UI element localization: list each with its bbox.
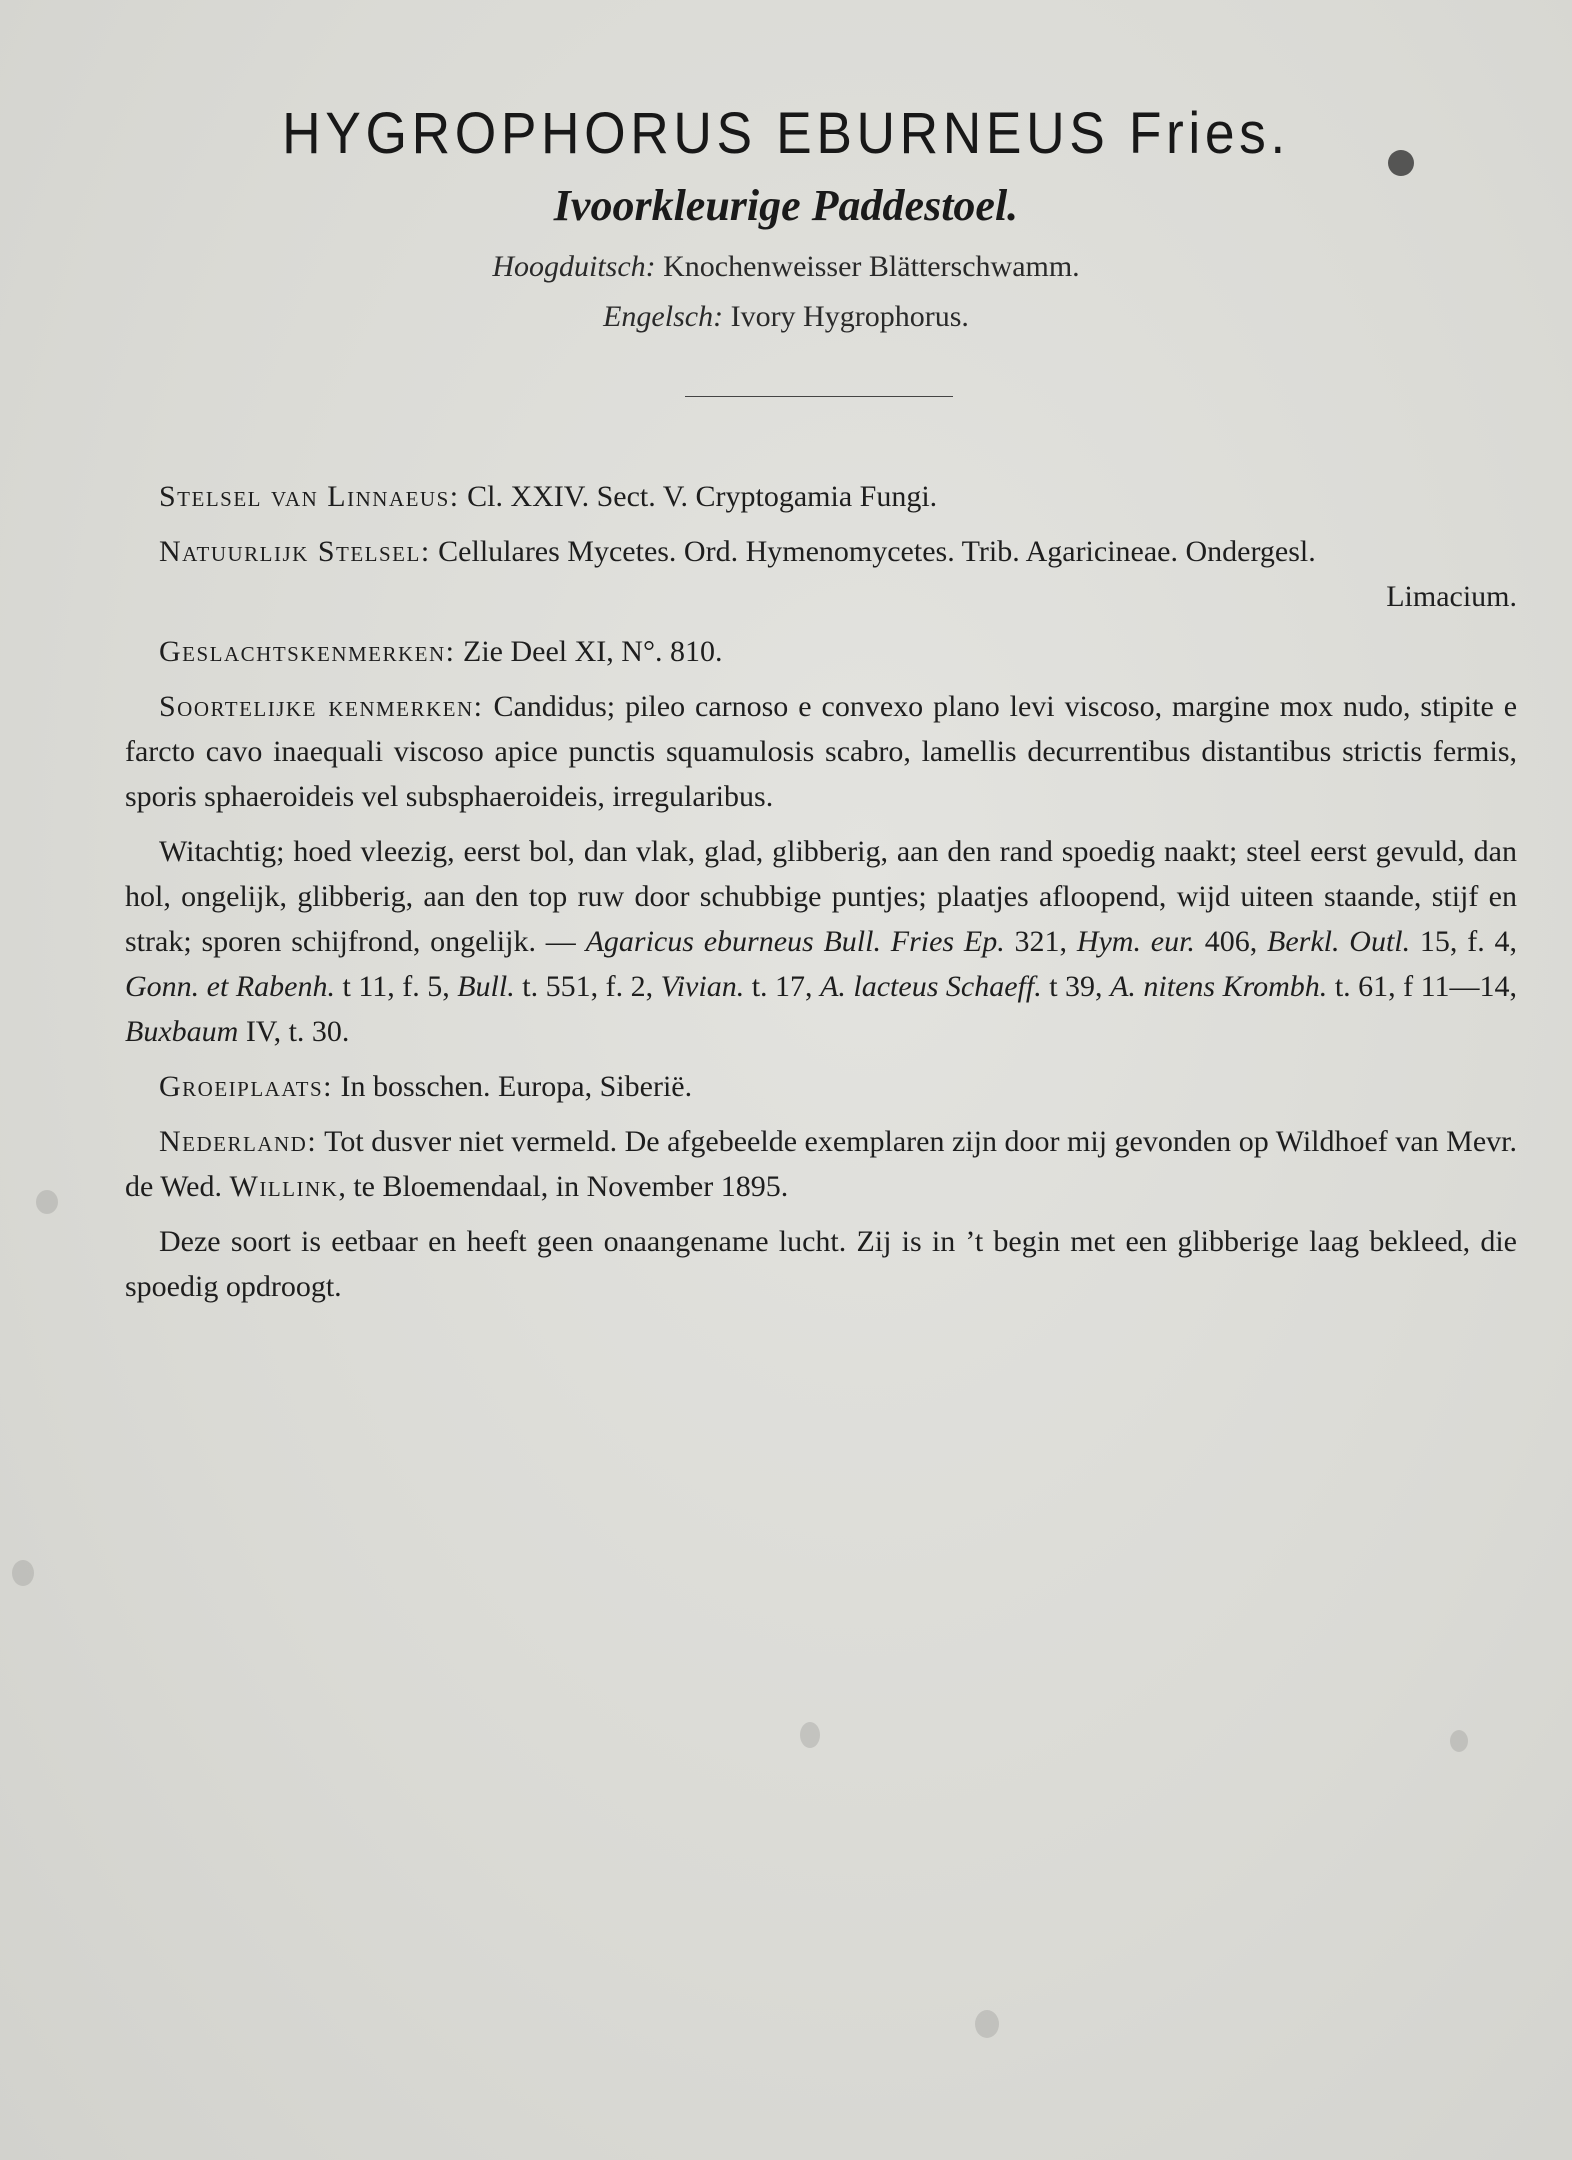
netherlands-text: Tot dusver niet vermeld. De afgebeelde exemplaren zijn door mij gevonden op Wildhoef van Mevr. de Wed. — [125, 1125, 1517, 1203]
reference-number: 321, — [1014, 925, 1068, 958]
divider — [685, 396, 953, 397]
natural-system-paragraph — [125, 529, 1517, 619]
reference-number: IV, t. 30. — [245, 1015, 350, 1048]
habitat-text: In bosschen. Europa, Siberië. — [340, 1070, 693, 1103]
habitat-paragraph — [125, 1064, 1517, 1109]
reference-number: t. 61, f 11—14, — [1334, 970, 1518, 1003]
genus-characteristics-paragraph — [125, 629, 1517, 674]
linnaeus-label: Stelsel van Linnaeus: — [159, 480, 460, 513]
species-characteristics-text: Candidus; pileo carnoso e convexo plano levi viscoso, margine mox nudo, stipite e farcto cavo inaequali viscoso apice punctis squamulosis scabro, lamellis decurrentibus distantibus strictis fermis, sporis sphaeroideis vel subsphaeroideis, irregularibus. — [125, 690, 1518, 813]
description-text: Witachtig; hoed vleezig, eerst bol, dan vlak, glad, glibberig, aan den rand spoedig naakt; steel eerst gevuld, dan hol, ongelijk, glibberig, aan den top ruw door schubbige puntjes; plaatjes afloopend, wijd uiteen staande, stijf en strak; sporen schijfrond, ongelijk. — — [125, 835, 1517, 958]
paper-spot — [800, 1722, 820, 1748]
paper-spot — [36, 1190, 58, 1214]
german-label: Hoogduitsch: — [492, 250, 656, 283]
reference-title: Bull. — [457, 970, 515, 1003]
article-body — [125, 474, 1517, 1319]
linnaeus-text: Cl. XXIV. Sect. V. Cryptogamia Fungi. — [467, 480, 938, 513]
genus-characteristics-text: Zie Deel XI, N°. 810. — [463, 635, 723, 668]
reference-number: t 11, f. 5, — [342, 970, 450, 1003]
german-name-line — [0, 250, 1572, 284]
genus-characteristics-label: Geslachtskenmerken: — [159, 635, 456, 668]
dutch-common-name: Ivoorkleurige Paddestoel. — [553, 181, 1019, 230]
edibility-text: Deze soort is eetbaar en heeft geen onaangename lucht. Zij is in ’t begin met een glibberige laag bekleed, die spoedig opdroogt. — [125, 1225, 1517, 1303]
english-name-line — [0, 300, 1572, 334]
netherlands-label: Nederland: — [159, 1125, 318, 1158]
natural-system-text: Cellulares Mycetes. Ord. Hymenomycetes. Trib. Agaricineae. Ondergesl. — [438, 535, 1316, 568]
description-paragraph — [125, 829, 1517, 1054]
habitat-label: Groeiplaats: — [159, 1070, 334, 1103]
species-characteristics-paragraph — [125, 684, 1517, 819]
reference-title: Berkl. Outl. — [1267, 925, 1411, 958]
paper-spot — [12, 1560, 34, 1586]
reference-number: 15, f. 4, — [1419, 925, 1518, 958]
reference-title: Vivian. — [660, 970, 745, 1003]
english-name: Ivory Hygrophorus. — [730, 300, 969, 333]
reference-number: t. 551, f. 2, — [522, 970, 654, 1003]
page-title: HYGROPHORUS EBURNEUS Fries. — [282, 101, 1290, 166]
netherlands-text-end: , te Bloemendaal, in November 1895. — [338, 1170, 789, 1203]
reference-number: t 39, — [1049, 970, 1103, 1003]
paper-spot — [1450, 1730, 1468, 1752]
reference-number: 406, — [1204, 925, 1258, 958]
reference-title: Agaricus eburneus Bull. Fries Ep. — [585, 925, 1005, 958]
natural-system-label: Natuurlijk Stelsel: — [159, 535, 431, 568]
reference-number: t. 17, — [751, 970, 813, 1003]
edibility-paragraph — [125, 1219, 1517, 1309]
linnaeus-system-paragraph — [125, 474, 1517, 519]
reference-title: Gonn. et Rabenh. — [125, 970, 335, 1003]
natural-system-text-end: Limacium. — [1386, 580, 1517, 613]
netherlands-paragraph — [125, 1119, 1517, 1209]
reference-title: A. lacteus Schaeff. — [820, 970, 1042, 1003]
species-characteristics-label: Soortelijke kenmerken: — [159, 690, 484, 723]
paper-spot — [975, 2010, 999, 2038]
person-name: Willink — [229, 1170, 339, 1203]
reference-title: Buxbaum — [125, 1015, 239, 1048]
reference-title: A. nitens Krombh. — [1110, 970, 1328, 1003]
german-name: Knochenweisser Blätterschwamm. — [663, 250, 1080, 283]
english-label: Engelsch: — [603, 300, 724, 333]
reference-title: Hym. eur. — [1076, 925, 1195, 958]
